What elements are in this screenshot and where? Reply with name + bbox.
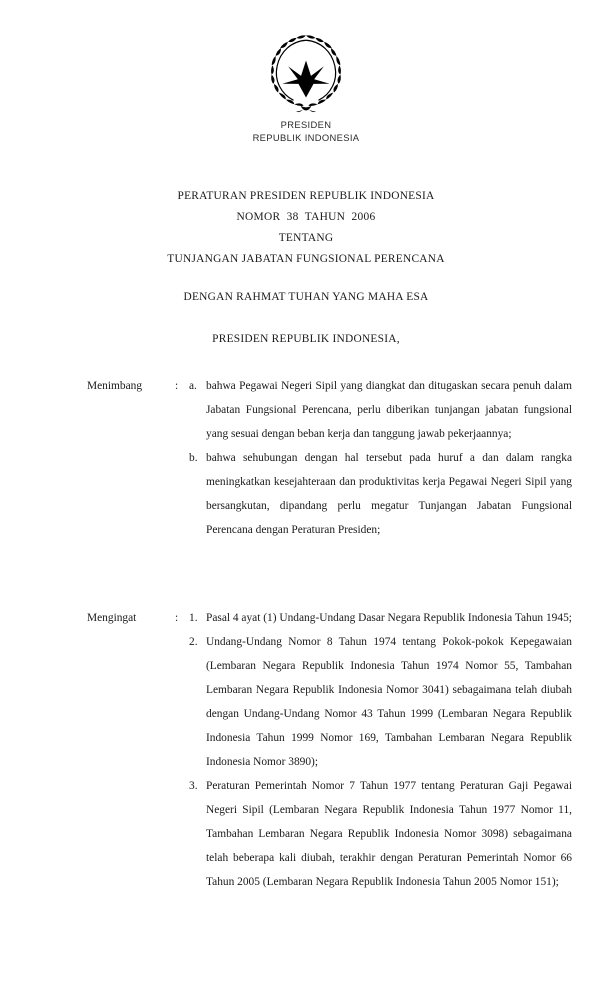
list-item-text: bahwa Pegawai Negeri Sipil yang diangkat dan ditugaskan secara penuh dalam Jabatan Fungsional Perencana, perlu diberikan tunjangan jabatan fungsional yang sesuai dengan beban kerja dan tanggung jawab pekerjaannya; — [206, 380, 572, 440]
title-line-subject: TUNJANGAN JABATAN FUNGSIONAL PERENCANA — [167, 253, 445, 265]
list-item-text: Peraturan Pemerintah Nomor 7 Tahun 1977 tentang Peraturan Gaji Pegawai Negeri Sipil (Lembaran Negara Republik Indonesia Tahun 1977 Nomor 11, Tambahan Lembaran Negara Republik Indonesia Nomor 3098) sebagaimana telah beberapa kali diubah, terakhir dengan Peraturan Pemerintah Nomor 66 Tahun 2005 (Lembaran Negara Republik Indonesia Tahun 2005 Nomor 151); — [206, 780, 572, 888]
list-item-marker: b. — [189, 452, 198, 464]
emblem-caption — [0, 119, 612, 144]
decree-blessing: DENGAN RAHMAT TUHAN YANG MAHA ESA — [183, 291, 429, 303]
list-item — [189, 630, 572, 774]
list-item-marker: 1. — [189, 612, 198, 624]
title-line-about: TENTANG — [278, 232, 334, 244]
clause-menimbang — [80, 374, 572, 542]
clause-mengingat-colon: : — [175, 612, 179, 624]
emblem-caption-line1: PRESIDEN — [280, 119, 332, 130]
clause-mengingat-items — [189, 606, 572, 894]
list-item-marker: 2. — [189, 636, 198, 648]
clause-mengingat — [80, 606, 572, 894]
title-line-number: NOMOR 38 TAHUN 2006 — [236, 211, 376, 223]
list-item-marker: a. — [189, 380, 197, 392]
list-item — [189, 446, 572, 542]
clause-menimbang-items — [189, 374, 572, 542]
clause-mengingat-label: Mengingat — [87, 612, 137, 624]
decree-authority: PRESIDEN REPUBLIK INDONESIA, — [212, 333, 400, 345]
emblem-caption-line2: REPUBLIK INDONESIA — [252, 131, 360, 143]
list-item — [189, 374, 572, 446]
list-item-text: Pasal 4 ayat (1) Undang-Undang Dasar Negara Republik Indonesia Tahun 1945; — [206, 612, 572, 624]
title-line-regulation: PERATURAN PRESIDEN REPUBLIK INDONESIA — [177, 190, 435, 202]
clause-menimbang-colon: : — [175, 380, 179, 392]
emblem-block — [0, 33, 612, 144]
document-title-block — [80, 186, 532, 270]
list-item-text: Undang-Undang Nomor 8 Tahun 1974 tentang Pokok-pokok Kepegawaian (Lembaran Negara Republik Indonesia Tahun 1974 Nomor 55, Tambahan Lembaran Negara Republik Indonesia Nomor 3041) sebagaimana telah diubah dengan Undang-Undang Nomor 43 Tahun 1999 (Lembaran Negara Republik Indonesia Tahun 1999 Nomor 169, Tambahan Lembaran Negara Republik Indonesia Nomor 3890); — [206, 636, 572, 768]
garuda-star-wreath-emblem — [267, 33, 345, 113]
list-item — [189, 606, 572, 630]
list-item — [189, 774, 572, 894]
clause-menimbang-label: Menimbang — [87, 380, 143, 392]
list-item-marker: 3. — [189, 780, 198, 792]
list-item-text: bahwa sehubungan dengan hal tersebut pada huruf a dan dalam rangka meningkatkan kesejahteraan dan produktivitas kerja Pegawai Negeri Sipil yang bersangkutan, dipandang perlu megatur Tunjangan Jabatan Fungsional Perencana dengan Peraturan Presiden; — [206, 452, 572, 536]
